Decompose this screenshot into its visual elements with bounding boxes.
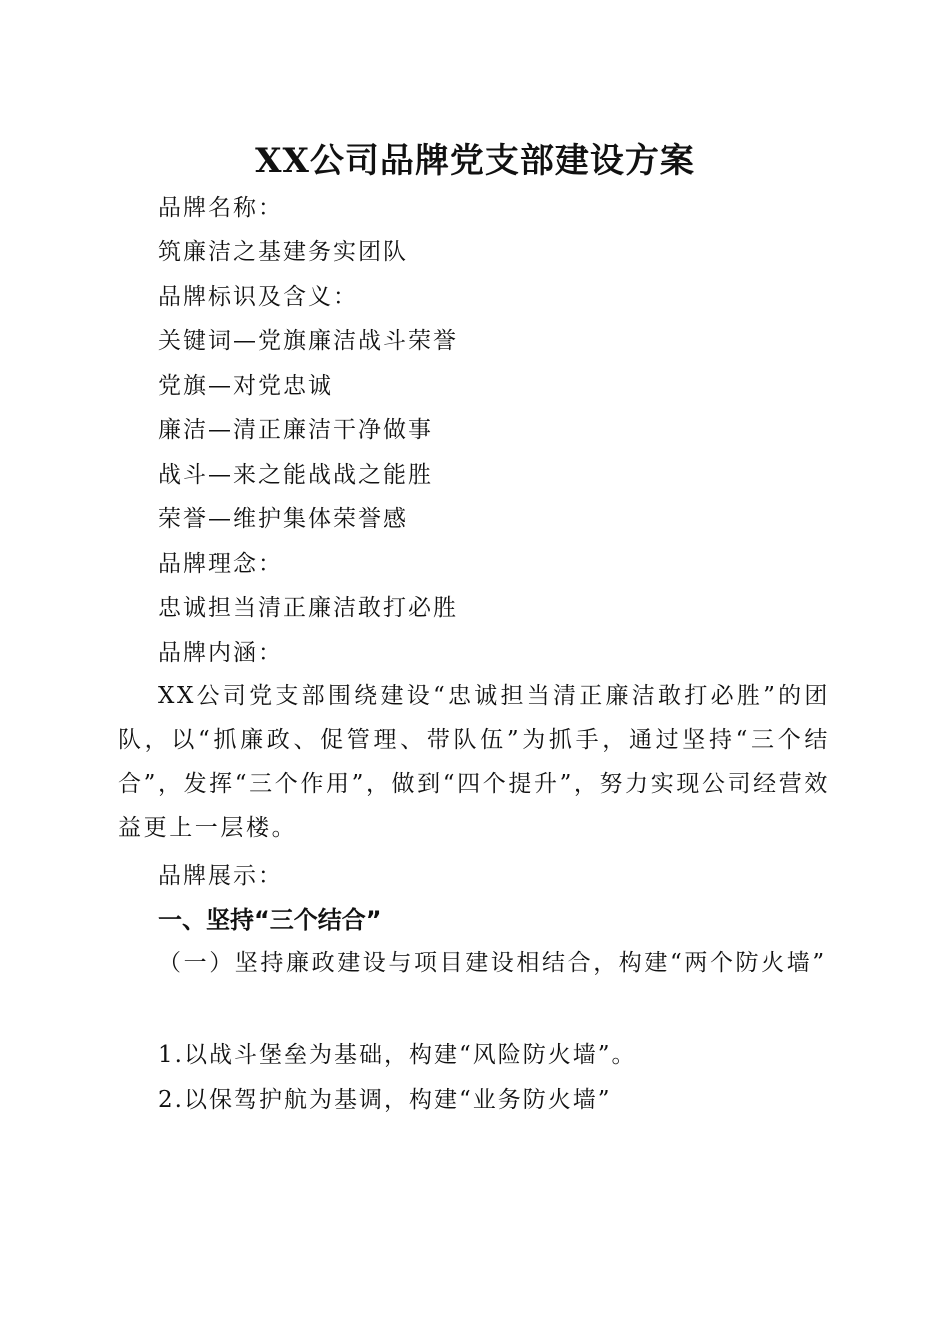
meaning-honor-line: 荣誉—维护集体荣誉感 <box>158 506 408 532</box>
connotation-label: 品牌内涵： <box>158 640 283 666</box>
display-label: 品牌展示： <box>158 863 283 889</box>
list-item: 2.以保驾护航为基调，构建“业务防火墙” <box>158 1087 612 1113</box>
document-title: XX公司品牌党支部建设方案 <box>255 141 695 181</box>
philosophy-text: 忠诚担当清正廉洁敢打必胜 <box>158 595 458 621</box>
meaning-clean-line: 廉洁—清正廉洁干净做事 <box>158 417 433 443</box>
keywords-line: 关键词—党旗廉洁战斗荣誉 <box>158 328 458 354</box>
section-heading: 一、坚持“三个结合” <box>158 906 382 934</box>
meaning-fight-line: 战斗—来之能战战之能胜 <box>158 462 433 488</box>
brand-name-label: 品牌名称： <box>158 195 283 221</box>
meaning-flag-line: 党旗—对党忠诚 <box>158 373 333 399</box>
brand-logo-label: 品牌标识及含义： <box>158 284 358 310</box>
connotation-paragraph: XX公司党支部围绕建设“忠诚担当清正廉洁敢打必胜”的团队，以“抓廉政、促管理、带队伍”为抓手，通过坚持“三个结合”，发挥“三个作用”，做到“四个提升”，努力实现公司经营效益更上一层楼。 <box>118 683 830 841</box>
brand-name: 筑廉洁之基建务实团队 <box>158 239 408 265</box>
subsection-paragraph: （一）坚持廉政建设与项目建设相结合，构建“两个防火墙” <box>158 950 827 976</box>
list-item: 1.以战斗堡垒为基础，构建“风险防火墙”。 <box>158 1042 637 1068</box>
philosophy-label: 品牌理念： <box>158 551 283 577</box>
